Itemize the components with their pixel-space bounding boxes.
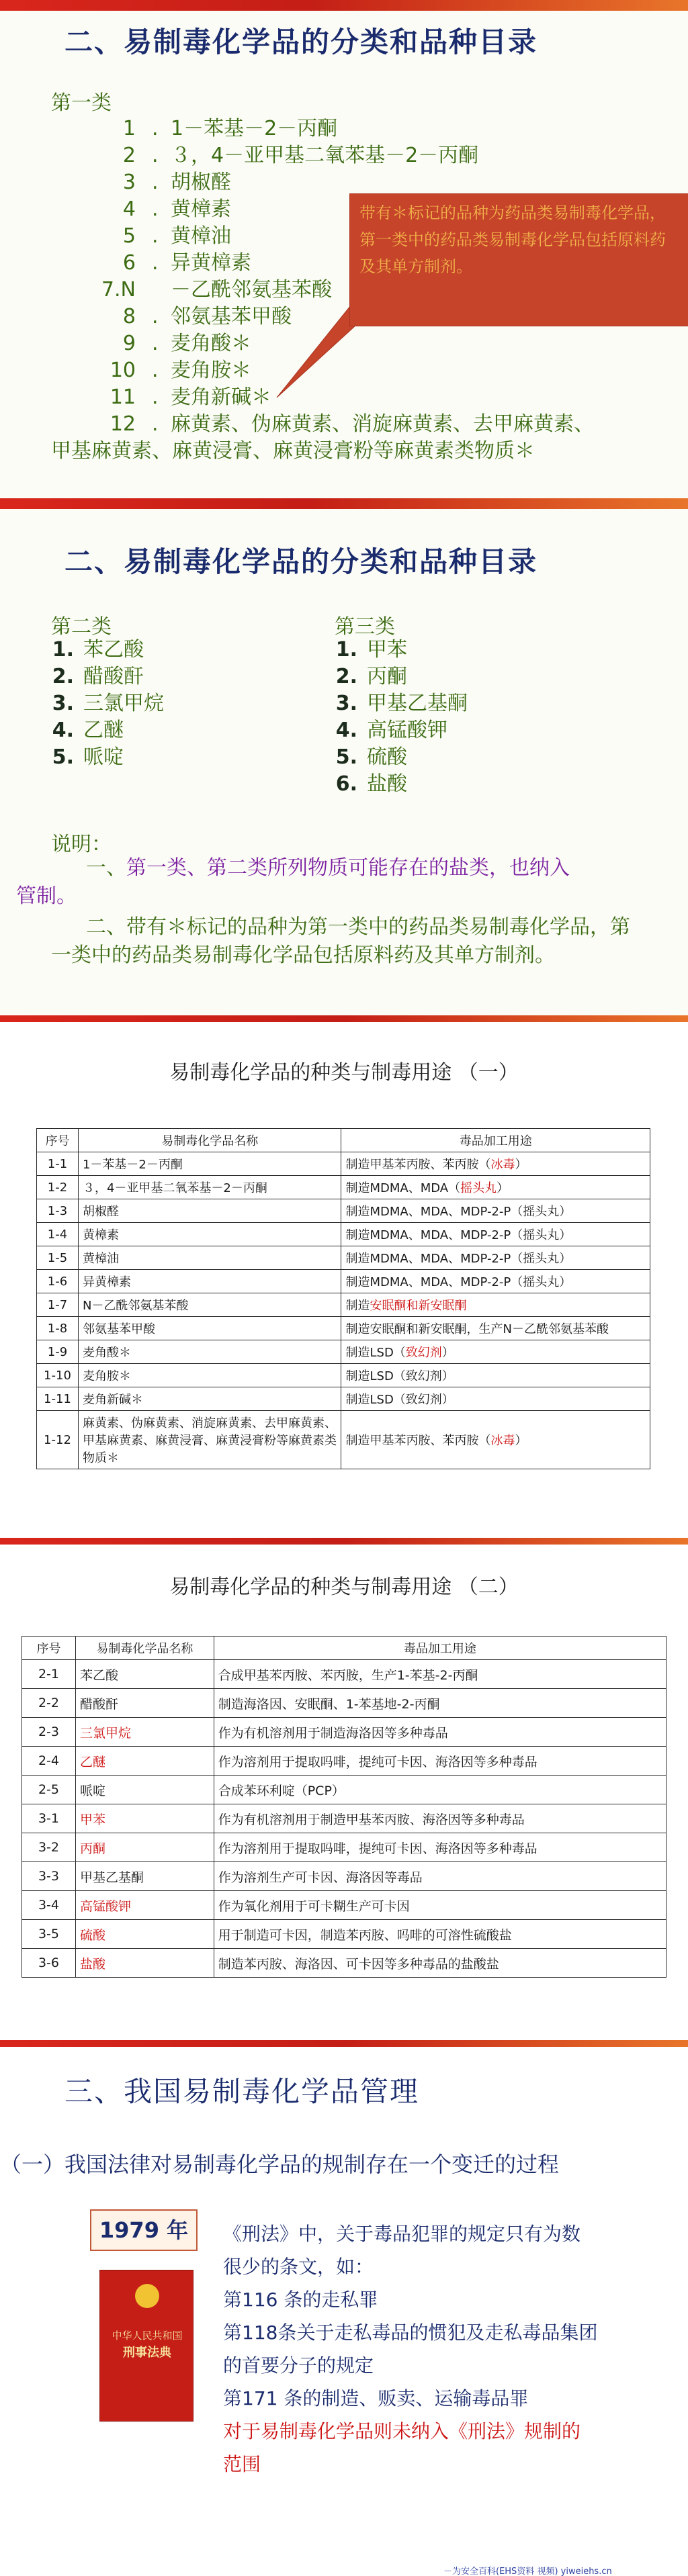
table-header-row bbox=[22, 1637, 666, 1660]
category-one-item-continued: 甲基麻黄素、麻黄浸膏、麻黄浸膏粉等麻黄素类物质＊ bbox=[51, 439, 535, 463]
table-title: 易制毒化学品的种类与制毒用途 （二） bbox=[169, 1575, 519, 1599]
category-three-item bbox=[335, 717, 468, 744]
table-row bbox=[22, 1833, 666, 1862]
item-name: 哌啶 bbox=[83, 745, 124, 769]
table-row bbox=[37, 1317, 650, 1340]
chemical-name: 硫酸 bbox=[75, 1920, 214, 1949]
item-name: 邻氨基苯甲酸 bbox=[171, 305, 292, 328]
row-id: 2-2 bbox=[22, 1689, 76, 1718]
item-name: 盐酸 bbox=[367, 772, 407, 796]
drug-use: 制造苯丙胺、海洛因、可卡因等多种毒品的盐酸盐 bbox=[214, 1949, 666, 1978]
column-header-name: 易制毒化学品名称 bbox=[75, 1637, 214, 1660]
slide-top-bar bbox=[0, 1538, 688, 1545]
item-name: 异黄樟素 bbox=[171, 251, 251, 275]
item-separator: . bbox=[152, 332, 159, 355]
table-row bbox=[22, 1747, 666, 1776]
row-id: 1-4 bbox=[37, 1223, 79, 1246]
slide-use-table-two bbox=[0, 1538, 688, 2040]
law-line: 第171 条的制造、贩卖、运输毒品罪 bbox=[223, 2387, 529, 2409]
item-separator: . bbox=[152, 305, 159, 328]
use-text: 制造 bbox=[345, 1299, 370, 1313]
note-one-text: 第一类、第二类所列物质可能存在的盐类，也纳入 bbox=[126, 856, 570, 880]
item-separator: . bbox=[152, 224, 159, 248]
category-three-item bbox=[335, 637, 468, 663]
item-separator: . bbox=[152, 117, 159, 140]
category-one-item bbox=[51, 116, 656, 142]
row-id: 1-7 bbox=[37, 1293, 79, 1317]
category-one-item bbox=[51, 142, 656, 169]
drug-type-highlight: 摇头丸 bbox=[460, 1181, 497, 1195]
item-name: 甲基乙基酮 bbox=[367, 692, 468, 715]
item-number: 3. bbox=[335, 692, 357, 715]
row-id: 1-11 bbox=[37, 1387, 79, 1411]
drug-use bbox=[341, 1270, 650, 1293]
use-text: 制造MDMA、MDA、MDP-2-P（摇头丸） bbox=[345, 1205, 572, 1219]
table-row bbox=[22, 1891, 666, 1920]
category-two-item bbox=[51, 744, 164, 771]
category-two-heading: 第二类 bbox=[51, 615, 112, 639]
law-line: 《刑法》中，关于毒品犯罪的规定只有为数 bbox=[223, 2223, 581, 2245]
table-row bbox=[37, 1176, 650, 1199]
note-heading: 说明： bbox=[51, 833, 112, 856]
item-number: 1. bbox=[52, 638, 74, 661]
table-row bbox=[37, 1340, 650, 1364]
book-title-line1: 中华人民共和国 bbox=[112, 2330, 183, 2342]
row-id: 1-9 bbox=[37, 1340, 79, 1364]
chemical-name: 丙酮 bbox=[75, 1833, 214, 1862]
use-text: 制造甲基苯丙胺、苯丙胺（ bbox=[345, 1434, 491, 1448]
table-row bbox=[37, 1293, 650, 1317]
slide-top-bar bbox=[0, 1015, 688, 1022]
table-row bbox=[37, 1411, 650, 1469]
table-row bbox=[37, 1246, 650, 1270]
item-name: 麦角酸＊ bbox=[171, 332, 251, 355]
item-name: 甲苯 bbox=[367, 638, 407, 661]
row-id: 3-2 bbox=[22, 1833, 76, 1862]
chemical-name: 盐酸 bbox=[75, 1949, 214, 1978]
item-number: 3. bbox=[52, 692, 74, 715]
chemical-name: 1－苯基－2－丙酮 bbox=[78, 1152, 341, 1176]
column-header-name: 易制毒化学品名称 bbox=[78, 1129, 341, 1152]
drug-use: 合成苯环利啶（PCP） bbox=[214, 1776, 666, 1804]
item-name: 胡椒醛 bbox=[171, 171, 231, 194]
year-badge: 1979 年 bbox=[90, 2209, 198, 2251]
item-number: 5. bbox=[52, 745, 74, 769]
item-separator: . bbox=[152, 412, 159, 436]
use-text: 制造LSD（ bbox=[345, 1346, 406, 1360]
chemical-name: ３，4－亚甲基二氧苯基－2－丙酮 bbox=[78, 1176, 341, 1199]
slide-top-bar bbox=[0, 2040, 688, 2047]
note-two: 二、带有＊标记的品种为第一类中的药品类易制毒化学品，第一类中的药品类易制毒化学品包括原料药及其单方制剂。 bbox=[51, 915, 630, 967]
item-separator bbox=[152, 277, 171, 304]
drug-use bbox=[341, 1364, 650, 1387]
table-row bbox=[22, 1776, 666, 1804]
chemical-name: 甲基乙基酮 bbox=[75, 1862, 214, 1891]
table-title: 易制毒化学品的种类与制毒用途 （一） bbox=[169, 1061, 519, 1085]
item-name: ３，4－亚甲基二氧苯基－2－丙酮 bbox=[171, 144, 479, 167]
row-id: 2-1 bbox=[22, 1660, 76, 1689]
slide-top-bar bbox=[0, 0, 688, 11]
drug-use bbox=[341, 1387, 650, 1411]
table-row bbox=[22, 1718, 666, 1747]
chemical-name: 麻黄素、伪麻黄素、消旋麻黄素、去甲麻黄素、甲基麻黄素、麻黄浸膏、麻黄浸膏粉等麻黄素类物质＊ bbox=[78, 1411, 341, 1469]
item-number: 2. bbox=[335, 665, 357, 688]
drug-use bbox=[341, 1223, 650, 1246]
chemical-name: 醋酸酐 bbox=[75, 1689, 214, 1718]
category-two-item bbox=[51, 690, 164, 717]
item-separator: . bbox=[152, 197, 159, 221]
criminal-code-book-image bbox=[99, 2270, 194, 2422]
row-id: 1-1 bbox=[37, 1152, 79, 1176]
item-name: 苯乙酸 bbox=[83, 638, 144, 661]
item-separator: . bbox=[152, 385, 159, 409]
row-id: 1-6 bbox=[37, 1270, 79, 1293]
item-separator: . bbox=[152, 171, 159, 194]
category-one-item bbox=[51, 169, 656, 196]
drug-use: 合成甲基苯丙胺、苯丙胺，生产1-苯基-2-丙酮 bbox=[214, 1660, 666, 1689]
item-number: 1 bbox=[122, 117, 136, 140]
item-name: 三氯甲烷 bbox=[83, 692, 164, 715]
row-id: 3-5 bbox=[22, 1920, 76, 1949]
chemical-name: 邻氨基苯甲酸 bbox=[78, 1317, 341, 1340]
row-id: 1-12 bbox=[37, 1411, 79, 1469]
law-line: 第118条关于走私毒品的惯犯及走私毒品集团 bbox=[223, 2321, 598, 2344]
item-number: 11 bbox=[110, 385, 136, 409]
use-text: 制造安眠酮和新安眠酮，生产N－乙酰邻氨基苯酸 bbox=[345, 1322, 609, 1336]
row-id: 2-3 bbox=[22, 1718, 76, 1747]
asterisk-note-callout: 带有＊标记的品种为药品类易制毒化学品，第一类中的药品类易制毒化学品包括原料药及其单方制剂。 bbox=[349, 193, 688, 326]
item-name: 麦角胺＊ bbox=[171, 359, 251, 382]
item-separator: . bbox=[152, 251, 159, 275]
item-name: 黄樟油 bbox=[171, 224, 231, 248]
drug-use: 制造海洛因、安眠酮、1-苯基地-2-丙酮 bbox=[214, 1689, 666, 1718]
drug-use bbox=[341, 1293, 650, 1317]
law-line: 的首要分子的规定 bbox=[223, 2354, 374, 2377]
category-three-item bbox=[335, 690, 468, 717]
drug-use bbox=[341, 1152, 650, 1176]
row-id: 3-1 bbox=[22, 1804, 76, 1833]
drug-use: 作为溶剂生产可卡因、海洛因等毒品 bbox=[214, 1862, 666, 1891]
slide-management bbox=[0, 2040, 688, 2576]
row-id: 1-2 bbox=[37, 1176, 79, 1199]
table-row bbox=[37, 1223, 650, 1246]
chemical-name: 麦角酸＊ bbox=[78, 1340, 341, 1364]
drug-type-highlight: 冰毒 bbox=[490, 1434, 515, 1448]
table-row bbox=[37, 1199, 650, 1223]
chemical-name: 三氯甲烷 bbox=[75, 1718, 214, 1747]
table-row bbox=[22, 1689, 666, 1718]
drug-use bbox=[341, 1176, 650, 1199]
item-number: 2 bbox=[122, 144, 136, 167]
slide-category-two-three bbox=[0, 498, 688, 1015]
drug-use bbox=[341, 1411, 650, 1469]
table-header-row bbox=[37, 1129, 650, 1152]
drug-use: 作为有机溶剂用于制造甲基苯丙胺、海洛因等多种毒品 bbox=[214, 1804, 666, 1833]
drug-use bbox=[341, 1340, 650, 1364]
note-one-text-cont: 管制。 bbox=[16, 884, 77, 908]
precursor-use-table-two bbox=[22, 1636, 666, 1978]
footer-credit: －为安全百科(EHS资料 视频) yiweiehs.cn bbox=[443, 2567, 612, 2576]
category-three-item bbox=[335, 663, 468, 690]
chemical-name: 麦角新碱＊ bbox=[78, 1387, 341, 1411]
category-one-item bbox=[51, 411, 656, 438]
precursor-use-table-one bbox=[36, 1128, 650, 1469]
item-name: 麻黄素、伪麻黄素、消旋麻黄素、去甲麻黄素、 bbox=[171, 412, 594, 436]
slide-title: 二、易制毒化学品的分类和品种目录 bbox=[64, 26, 538, 58]
drug-use: 作为溶剂用于提取吗啡，提纯可卡因、海洛因等多种毒品 bbox=[214, 1747, 666, 1776]
slide-use-table-one bbox=[0, 1015, 688, 1538]
drug-use: 作为氧化剂用于可卡糊生产可卡因 bbox=[214, 1891, 666, 1920]
drug-use: 用于制造可卡因，制造苯丙胺、吗啡的可溶性硫酸盐 bbox=[214, 1920, 666, 1949]
drug-type-highlight: 冰毒 bbox=[490, 1158, 515, 1172]
table-row bbox=[37, 1364, 650, 1387]
section-subtitle: （一）我国法律对易制毒化学品的规制存在一个变迁的过程 bbox=[0, 2152, 560, 2177]
drug-use bbox=[341, 1199, 650, 1223]
item-number: 12 bbox=[110, 412, 136, 436]
item-number: 1. bbox=[335, 638, 357, 661]
law-line-highlight: 对于易制毒化学品则未纳入《刑法》规制的 bbox=[223, 2420, 581, 2442]
item-number: 7.N bbox=[101, 278, 136, 302]
item-number: 6. bbox=[335, 772, 357, 796]
item-name: 高锰酸钾 bbox=[367, 719, 447, 742]
drug-use bbox=[341, 1246, 650, 1270]
slide-title: 二、易制毒化学品的分类和品种目录 bbox=[64, 545, 538, 578]
chemical-name: 苯乙酸 bbox=[75, 1660, 214, 1689]
row-id: 1-8 bbox=[37, 1317, 79, 1340]
use-text-tail: ） bbox=[497, 1181, 509, 1195]
item-number: 10 bbox=[110, 359, 136, 382]
row-id: 2-5 bbox=[22, 1776, 76, 1804]
chemical-name: 胡椒醛 bbox=[78, 1199, 341, 1223]
use-text: 制造MDMA、MDA、MDP-2-P（摇头丸） bbox=[345, 1228, 572, 1242]
category-three-item bbox=[335, 744, 468, 771]
item-name: 丙酮 bbox=[367, 665, 407, 688]
item-number: 6 bbox=[122, 251, 136, 275]
row-id: 2-4 bbox=[22, 1747, 76, 1776]
use-text-tail: ） bbox=[515, 1434, 527, 1448]
item-separator: . bbox=[152, 144, 159, 167]
category-three-list bbox=[335, 637, 468, 798]
table-row bbox=[22, 1920, 666, 1949]
table-row bbox=[37, 1387, 650, 1411]
slide-top-bar bbox=[0, 498, 688, 509]
law-line: 很少的条文，如： bbox=[223, 2256, 374, 2278]
item-number: 5 bbox=[122, 224, 136, 248]
law-line: 第116 条的走私罪 bbox=[223, 2289, 378, 2311]
table-row bbox=[22, 1804, 666, 1833]
column-header-id: 序号 bbox=[22, 1637, 76, 1660]
table-row bbox=[22, 1660, 666, 1689]
row-id: 1-5 bbox=[37, 1246, 79, 1270]
column-header-use: 毒品加工用途 bbox=[214, 1637, 666, 1660]
column-header-use: 毒品加工用途 bbox=[341, 1129, 650, 1152]
chemical-name: 麦角胺＊ bbox=[78, 1364, 341, 1387]
chemical-name: 高锰酸钾 bbox=[75, 1891, 214, 1920]
item-number: 4 bbox=[122, 197, 136, 221]
law-line-highlight: 范围 bbox=[223, 2453, 261, 2475]
note-one bbox=[16, 854, 642, 911]
book-title-line2: 刑事法典 bbox=[123, 2346, 171, 2360]
chemical-name: 乙醚 bbox=[75, 1747, 214, 1776]
drug-use: 作为溶剂用于提取吗啡，提纯可卡因、海洛因等多种毒品 bbox=[214, 1833, 666, 1862]
use-text-tail: ） bbox=[515, 1158, 527, 1172]
chemical-name: 哌啶 bbox=[75, 1776, 214, 1804]
chemical-name: 异黄樟素 bbox=[78, 1270, 341, 1293]
table-row bbox=[37, 1270, 650, 1293]
use-text: 制造MDMA、MDA（ bbox=[345, 1181, 461, 1195]
chemical-name: N－乙酰邻氨基苯酸 bbox=[78, 1293, 341, 1317]
category-three-item bbox=[335, 771, 468, 798]
use-text: 制造LSD（致幻剂） bbox=[345, 1393, 454, 1407]
use-text: 制造甲基苯丙胺、苯丙胺（ bbox=[345, 1158, 491, 1172]
row-id: 3-6 bbox=[22, 1949, 76, 1978]
item-number: 3 bbox=[122, 171, 136, 194]
use-text: 制造LSD（致幻剂） bbox=[345, 1369, 454, 1383]
category-two-item bbox=[51, 717, 164, 744]
use-text: 制造MDMA、MDA、MDP-2-P（摇头丸） bbox=[345, 1252, 572, 1266]
column-header-id: 序号 bbox=[37, 1129, 79, 1152]
item-number: 4. bbox=[335, 719, 357, 742]
drug-use: 作为有机溶剂用于制造海洛因等多种毒品 bbox=[214, 1718, 666, 1747]
chemical-name: 黄樟油 bbox=[78, 1246, 341, 1270]
chemical-name: 黄樟素 bbox=[78, 1223, 341, 1246]
national-emblem-icon bbox=[135, 2284, 159, 2308]
item-number: 9 bbox=[122, 332, 136, 355]
category-two-item bbox=[51, 637, 164, 663]
item-name: 1－苯基－2－丙酮 bbox=[171, 117, 338, 140]
category-two-item bbox=[51, 663, 164, 690]
item-number: 4. bbox=[52, 719, 74, 742]
item-name: 乙醚 bbox=[83, 719, 124, 742]
row-id: 3-4 bbox=[22, 1891, 76, 1920]
item-separator: . bbox=[152, 359, 159, 382]
drug-use bbox=[341, 1317, 650, 1340]
item-number: 5. bbox=[335, 745, 357, 769]
item-number: 8 bbox=[122, 305, 136, 328]
chemical-name: 甲苯 bbox=[75, 1804, 214, 1833]
category-two-list bbox=[51, 637, 164, 771]
law-description bbox=[223, 2217, 653, 2481]
slide-title: 三、我国易制毒化学品管理 bbox=[64, 2075, 420, 2108]
category-three-heading: 第三类 bbox=[335, 615, 395, 639]
drug-type-highlight: 安眠酮和新安眠酮 bbox=[370, 1299, 467, 1313]
row-id: 1-10 bbox=[37, 1364, 79, 1387]
slide-category-one bbox=[0, 0, 688, 498]
item-name: 醋酸酐 bbox=[83, 665, 144, 688]
use-text-tail: ） bbox=[441, 1346, 454, 1360]
category-one-heading: 第一类 bbox=[51, 91, 112, 115]
item-name: 麦角新碱＊ bbox=[171, 385, 271, 409]
item-name: 黄樟素 bbox=[171, 197, 231, 221]
item-name: －乙酰邻氨基苯酸 bbox=[171, 278, 332, 302]
item-number: 2. bbox=[52, 665, 74, 688]
drug-type-highlight: 致幻剂 bbox=[405, 1346, 442, 1360]
row-id: 1-3 bbox=[37, 1199, 79, 1223]
table-row bbox=[22, 1862, 666, 1891]
item-name: 硫酸 bbox=[367, 745, 407, 769]
table-row bbox=[37, 1152, 650, 1176]
use-text: 制造MDMA、MDA、MDP-2-P（摇头丸） bbox=[345, 1275, 572, 1289]
row-id: 3-3 bbox=[22, 1862, 76, 1891]
note-one-number: 一、 bbox=[86, 856, 126, 880]
table-row bbox=[22, 1949, 666, 1978]
